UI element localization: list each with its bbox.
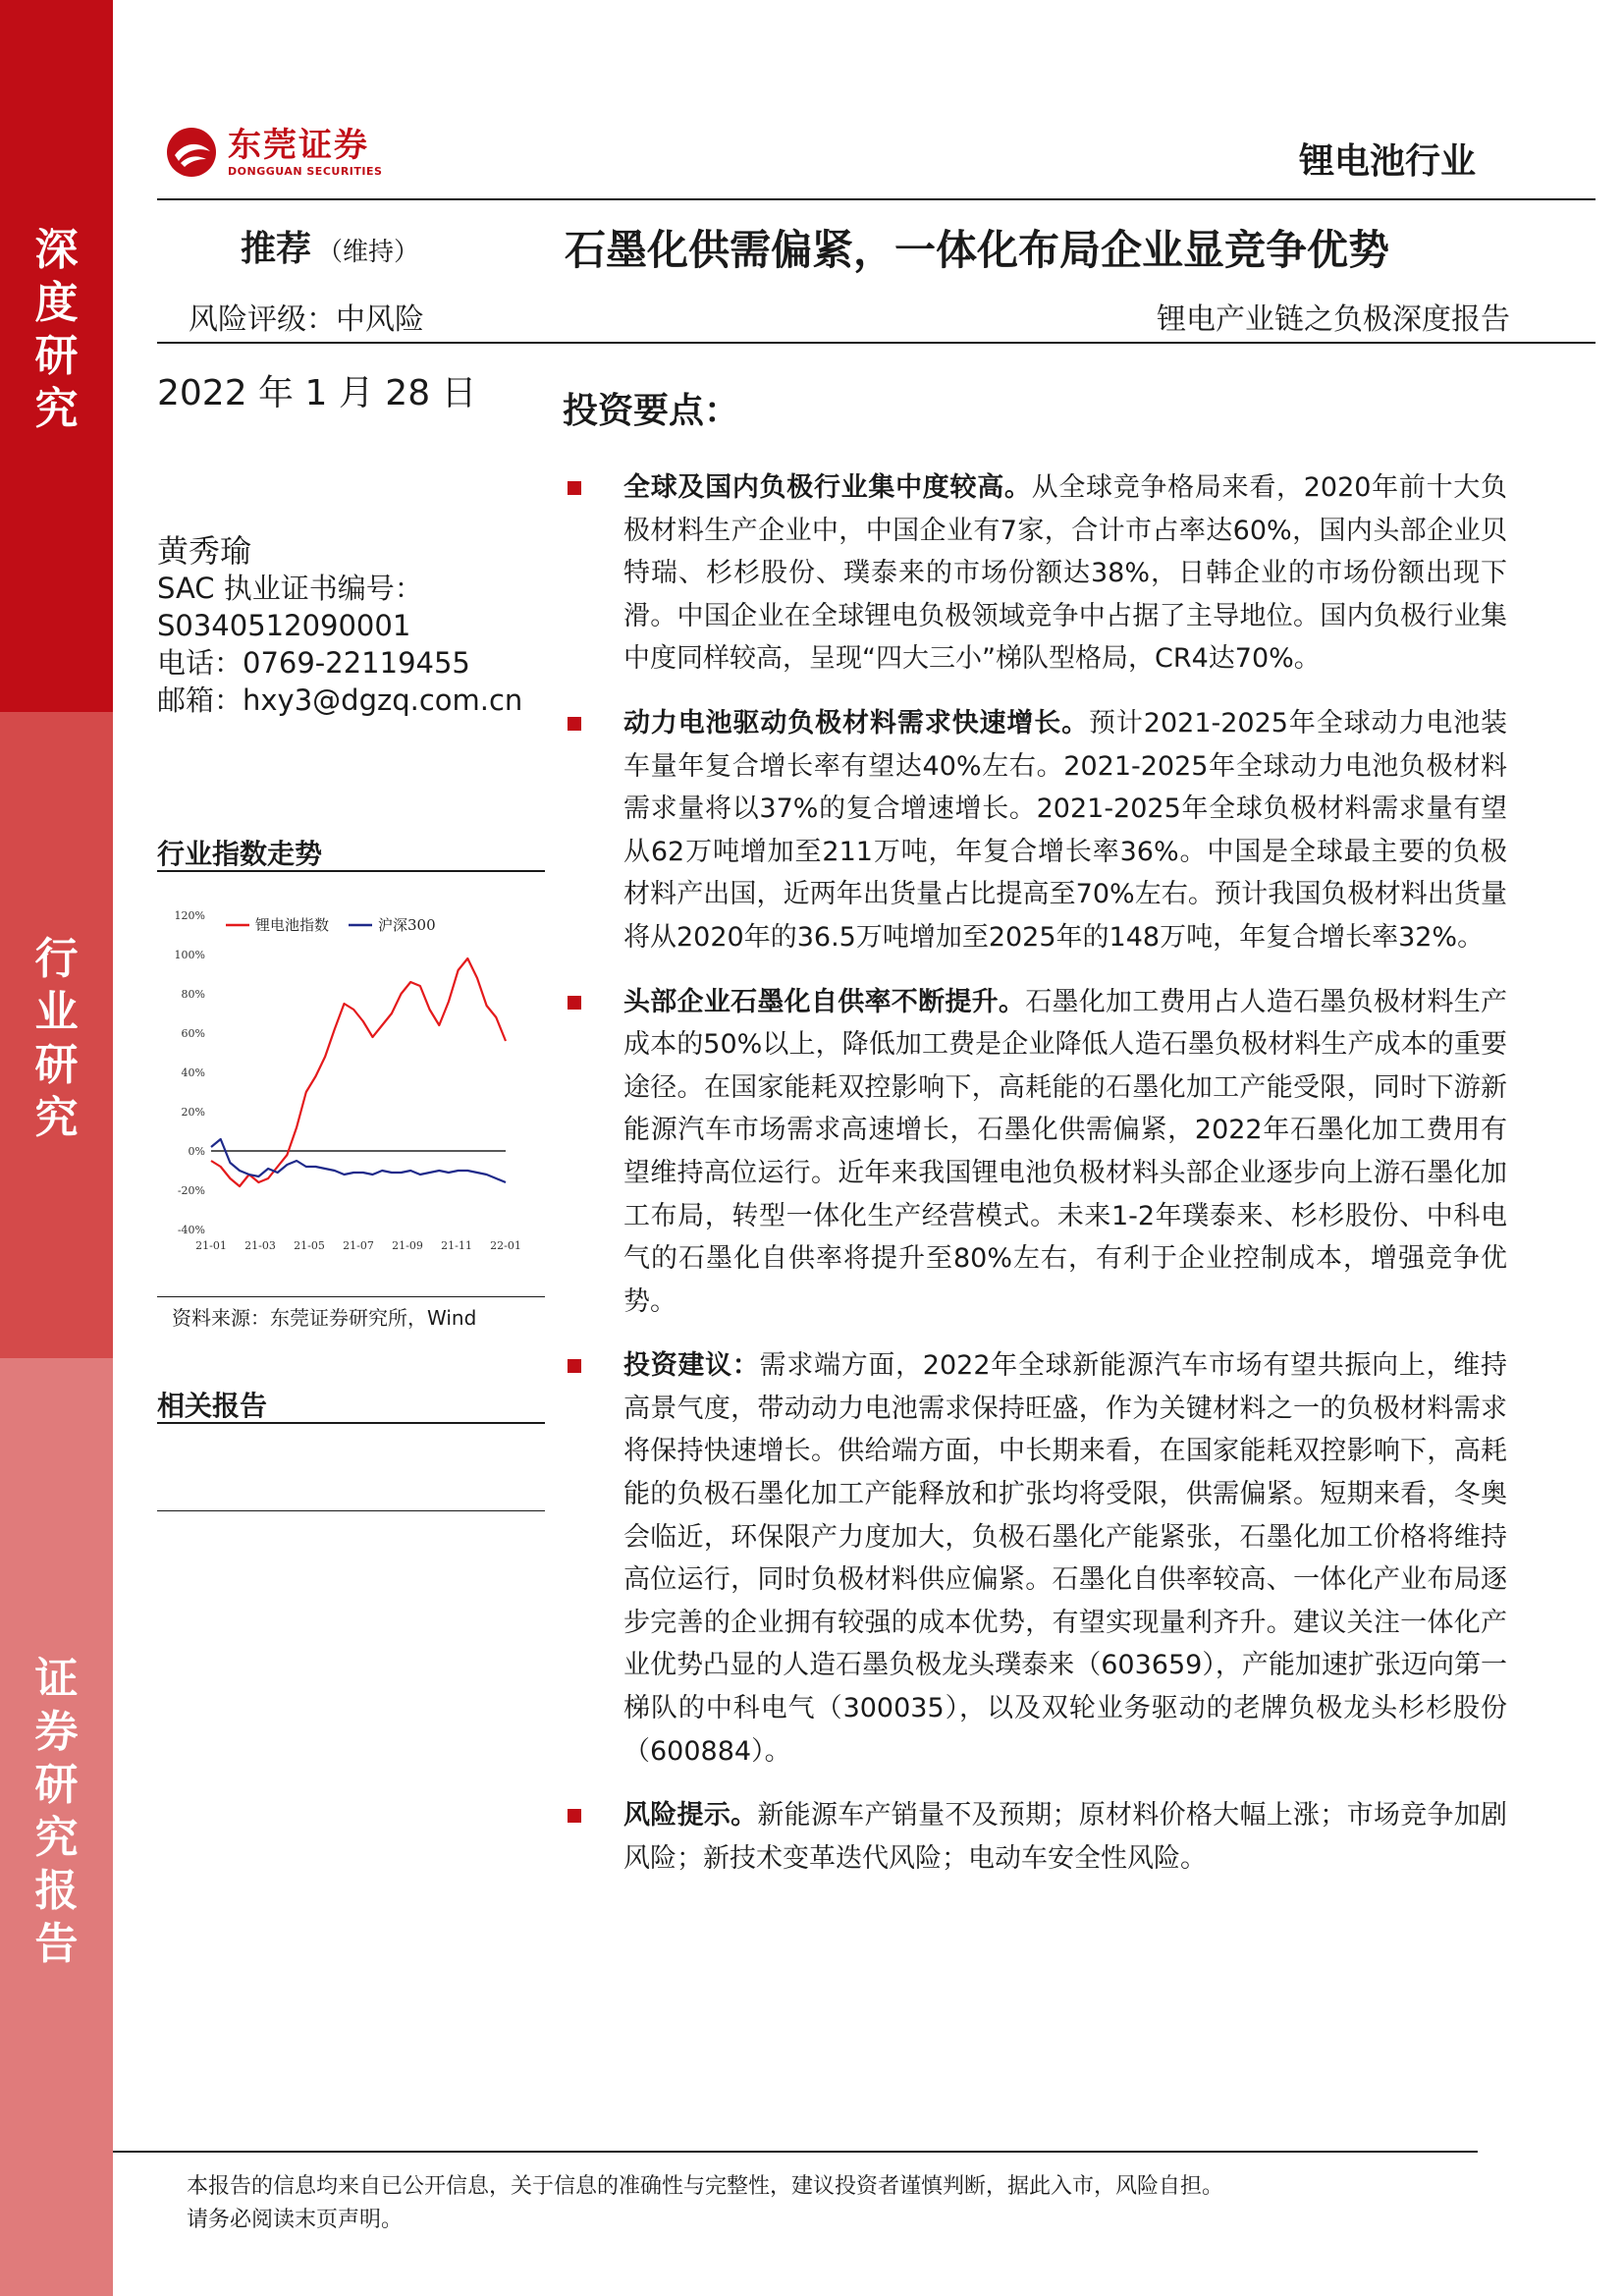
key-point-lead: 投资建议： — [623, 1350, 760, 1382]
related-bottom-divider — [157, 1510, 545, 1511]
logo-mark-icon — [165, 126, 218, 179]
y-tick-label: 60% — [181, 1027, 205, 1040]
legend-label: 沪深300 — [378, 916, 436, 934]
related-reports-title: 相关报告 — [157, 1390, 268, 1422]
x-tick-label: 21-07 — [343, 1239, 374, 1252]
x-tick-label: 21-11 — [441, 1239, 472, 1252]
sidebar-block-industry-research — [0, 712, 113, 1358]
y-tick-label: 20% — [181, 1106, 205, 1119]
series-line-csi300 — [211, 1139, 506, 1182]
chart-bottom-divider — [157, 1296, 545, 1297]
key-points-title: 投资要点： — [563, 391, 740, 431]
y-tick-label: 100% — [174, 949, 205, 961]
key-point-item — [565, 466, 1507, 681]
chart-svg — [157, 874, 545, 1296]
key-point-text: 新能源车产销量不及预期；原材料价格大幅上涨；市场竞争加剧风险；新技术变革迭代风险；电动车安全性风险。 — [623, 1800, 1507, 1874]
bullet-square-icon — [568, 1809, 581, 1823]
logo-english: DONGGUAN SECURITIES — [228, 164, 383, 178]
report-title: 石墨化供需偏紧，一体化布局企业显竞争优势 — [565, 226, 1390, 274]
rating-sub: （维持） — [317, 238, 420, 267]
logo-chinese: 东莞证券 — [228, 125, 369, 165]
y-tick-label: 0% — [188, 1145, 205, 1158]
key-point-item — [565, 702, 1507, 959]
y-tick-label: 40% — [181, 1066, 205, 1079]
key-points-list — [565, 466, 1507, 1901]
x-tick-label: 21-09 — [392, 1239, 423, 1252]
footer-notice: 请务必阅读末页声明。 — [187, 2208, 404, 2232]
key-point-text: 从全球竞争格局来看，2020年前十大负极材料生产企业中，中国企业有7家，合计市占率达60%，国内头部企业贝特瑞、杉杉股份、璞泰来的市场份额达38%，日韩企业的市场份额出现下滑。中国企业在全球锂电负极领域竞争中占据了主导地位。国内负极行业集中度同样较高，呈现“四大三小”梯队型格局，CR4达70%。 — [623, 472, 1507, 675]
key-point-item — [565, 1794, 1507, 1880]
footer-divider — [113, 2151, 1478, 2153]
report-subtitle: 锂电产业链之负极深度报告 — [1157, 302, 1510, 337]
related-divider — [157, 1422, 545, 1424]
bullet-square-icon — [568, 717, 581, 731]
left-sidebar — [0, 0, 113, 2296]
author-sac-number: S0340512090001 — [157, 609, 411, 642]
industry-label: 锂电池行业 — [1298, 141, 1476, 182]
y-tick-label: -40% — [177, 1224, 205, 1236]
footer-disclaimer: 本报告的信息均来自已公开信息，关于信息的准确性与完整性，建议投资者谨慎判断，据此入市，风险自担。 — [187, 2174, 1224, 2199]
key-point-item — [565, 981, 1507, 1324]
company-logo — [165, 126, 382, 179]
series-line-lithium-index — [211, 958, 506, 1186]
chart-section-title: 行业指数走势 — [157, 838, 323, 870]
risk-rating: 风险评级：中风险 — [189, 302, 424, 337]
footer — [187, 2170, 1223, 2237]
key-point-text: 预计2021-2025年全球动力电池装车量年复合增长率有望达40%左右。2021-2025年全球动力电池负极材料需求量将以37%的复合增速增长。2021-2025年全球负极材料需求量有望从62万吨增加至211万吨，年复合增长率36%。中国是全球最主要的负极材料产出国，近两年出货量占比提高至70%左右。预计我国负极材料出货量将从2020年的36.5万吨增加至2025年的148万吨，年复合增长率32%。 — [623, 707, 1508, 953]
key-point-text: 需求端方面，2022年全球新能源汽车市场有望共振向上，维持高景气度，带动动力电池需求保持旺盛，作为关键材料之一的负极材料需求将保持快速增长。供给端方面，中长期来看，在国家能耗双控影响下，高耗能的负极石墨化加工产能释放和扩张均将受限，供需偏紧。短期来看，冬奥会临近，环保限产力度加大，负极石墨化产能紧张，石墨化加工价格将维持高位运行，同时负极材料供应偏紧。石墨化自供率较高、一体化产业布局逐步完善的企业拥有较强的成本优势，有望实现量利齐升。建议关注一体化产业优势凸显的人造石墨负极龙头璞泰来（603659），产能加速扩张迈向第一梯队的中科电气（300035），以及双轮业务驱动的老牌负极龙头杉杉股份（600884）。 — [623, 1350, 1507, 1767]
key-point-lead: 头部企业石墨化自供率不断提升。 — [623, 986, 1026, 1017]
header-divider — [157, 198, 1596, 200]
key-point-text: 石墨化加工费用占人造石墨负极材料生产成本的50%以上，降低加工费是企业降低人造石墨负极材料生产成本的重要途径。在国家能耗双控影响下，高耗能的石墨化加工产能受限，同时下游新能源汽车市场需求高速增长，石墨化供需偏紧，2022年石墨化加工费用有望维持高位运行。近年来我国锂电池负极材料头部企业逐步向上游石墨化加工布局，转型一体化生产经营模式。未来1-2年璞泰来、杉杉股份、中科电气的石墨化自供率将提升至80%左右，有利于企业控制成本，增强竞争优势。 — [623, 986, 1507, 1317]
y-tick-label: 80% — [181, 988, 205, 1001]
report-date: 2022 年 1 月 28 日 — [157, 373, 477, 413]
rating-label: 推荐 — [241, 229, 312, 269]
author-info — [157, 532, 522, 719]
x-tick-label: 21-05 — [294, 1239, 325, 1252]
chart-title-divider — [157, 870, 545, 872]
author-sac-label: SAC 执业证书编号： — [157, 572, 423, 605]
key-point-lead: 动力电池驱动负极材料需求快速增长。 — [623, 707, 1090, 738]
bullet-square-icon — [568, 1359, 581, 1373]
author-phone: 电话：0769-22119455 — [157, 646, 470, 680]
sidebar-block-deep-research — [0, 0, 113, 712]
sidebar-label: 行业研究 — [34, 934, 79, 1143]
y-tick-label: -20% — [177, 1184, 205, 1197]
key-point-item — [565, 1344, 1507, 1773]
key-point-lead: 风险提示。 — [623, 1800, 758, 1831]
key-point-lead: 全球及国内负极行业集中度较高。 — [623, 472, 1032, 503]
sidebar-label: 深度研究 — [34, 225, 79, 434]
sidebar-block-securities-report — [0, 1358, 113, 2296]
x-tick-label: 22-01 — [490, 1239, 521, 1252]
chart-source: 资料来源：东莞证券研究所，Wind — [172, 1306, 477, 1330]
bullet-square-icon — [568, 481, 581, 495]
author-email: 邮箱：hxy3@dgzq.com.cn — [157, 683, 523, 717]
author-name: 黄秀瑜 — [157, 532, 252, 570]
title-divider — [157, 342, 1596, 344]
bullet-square-icon — [568, 996, 581, 1010]
index-trend-chart — [157, 874, 545, 1296]
x-tick-label: 21-03 — [244, 1239, 276, 1252]
x-tick-label: 21-01 — [195, 1239, 227, 1252]
y-tick-label: 120% — [174, 909, 205, 922]
legend-label: 锂电池指数 — [255, 916, 330, 934]
rating — [241, 221, 419, 271]
sidebar-label: 证券研究报告 — [34, 1654, 79, 1969]
